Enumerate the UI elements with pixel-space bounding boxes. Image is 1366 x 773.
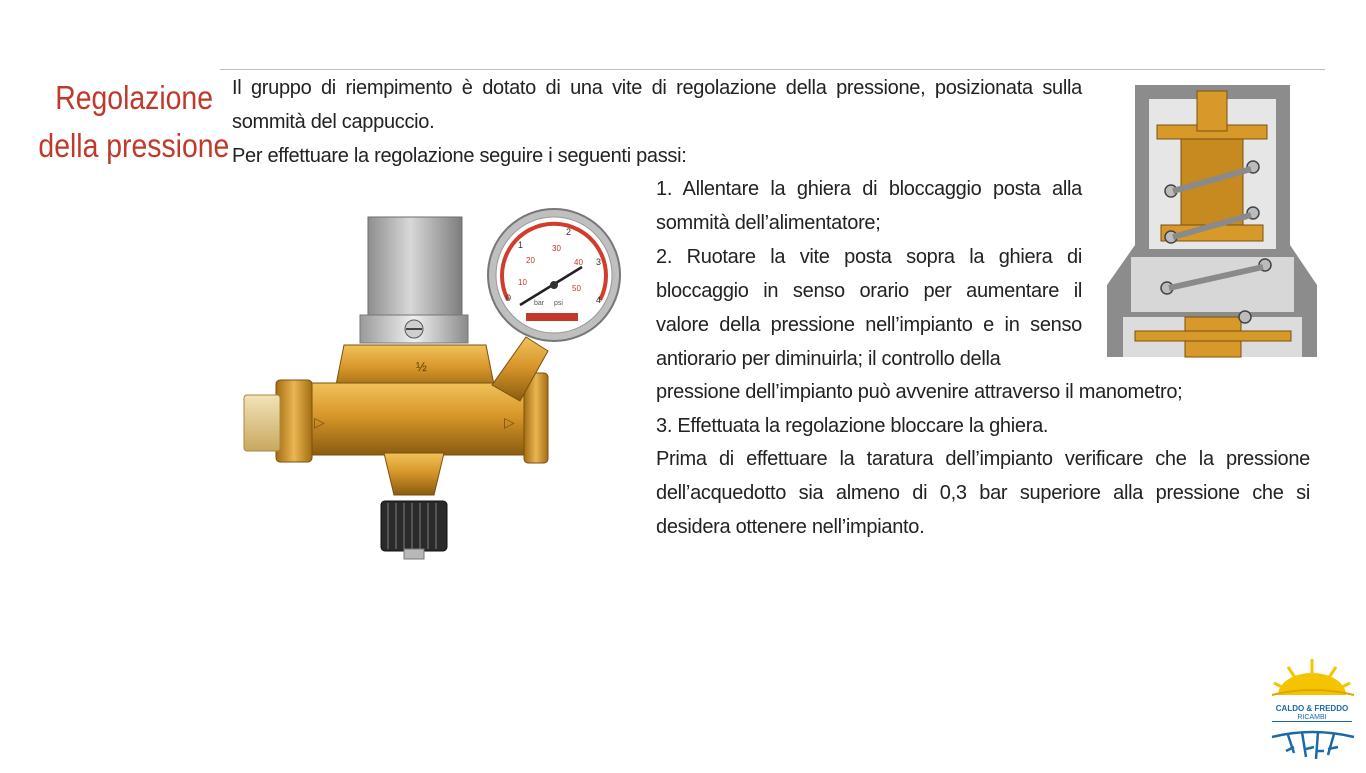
steps-list [656,172,1082,376]
logo-line-1: CALDO & FREDDO [1275,704,1349,713]
drain-knob [381,501,447,551]
gauge-psi-30: 30 [552,244,561,253]
snowflake-icon [1272,732,1354,759]
step-1: 1. Allentare la ghiera di bloccaggio posta alla sommità dell’alimentatore; [656,178,1082,234]
size-mark: ½ [416,359,427,374]
svg-text:▷: ▷ [314,414,325,430]
step-3: 3. Effettuata la regolazione bloccare la ghiera. [656,415,1049,437]
section-title [38,74,230,170]
gauge-psi-50: 50 [572,284,581,293]
gauge-bar-0: 0 [506,293,512,303]
section-title-line2: della pressione [38,127,230,164]
logo-line-2: RICAMBI [1272,714,1352,722]
gauge-psi-40: 40 [574,258,583,267]
gauge-psi-10: 10 [518,278,527,287]
gauge-bar-1: 1 [518,240,524,250]
note-paragraph: Prima di effettuare la taratura dell’impianto verificare che la pressione dell’acquedotto sia almeno di 0,3 bar superiore alla pressione che si desidera ottenere nell’impianto. [656,448,1310,538]
step-2-end: pressione dell’impianto può avvenire attraverso il manometro; [656,381,1183,403]
step-2: 2. Ruotare la vite posta sopra la ghiera di bloccaggio in senso orario per aumentare il valore della pressione nell’impianto e in senso antiorario per diminuirla; il controllo della [656,246,1082,370]
top-divider [220,69,1325,70]
gauge-psi-20: 20 [526,256,535,265]
intro-paragraph-2: Per effettuare la regolazione seguire i seguenti passi: [232,145,687,167]
company-logo [1258,655,1366,768]
gauge-bar-3: 3 [596,257,602,267]
gauge-bar-4: 4 [596,295,602,305]
gauge-unit-bar: bar [534,300,545,307]
filling-unit-illustration [236,205,636,570]
gauge-bar-2: 2 [566,227,572,237]
svg-text:▷: ▷ [504,414,515,430]
cap-body [368,217,462,317]
cross-section-illustration [1105,85,1320,360]
section-title-line1: Regolazione [55,79,213,116]
intro-paragraph-1: Il gruppo di riempimento è dotato di una vite di regolazione della pressione, posizionata sulla sommità del cappuccio. [232,77,1082,133]
gauge-unit-psi: psi [554,300,563,307]
intro-text [232,71,1082,173]
